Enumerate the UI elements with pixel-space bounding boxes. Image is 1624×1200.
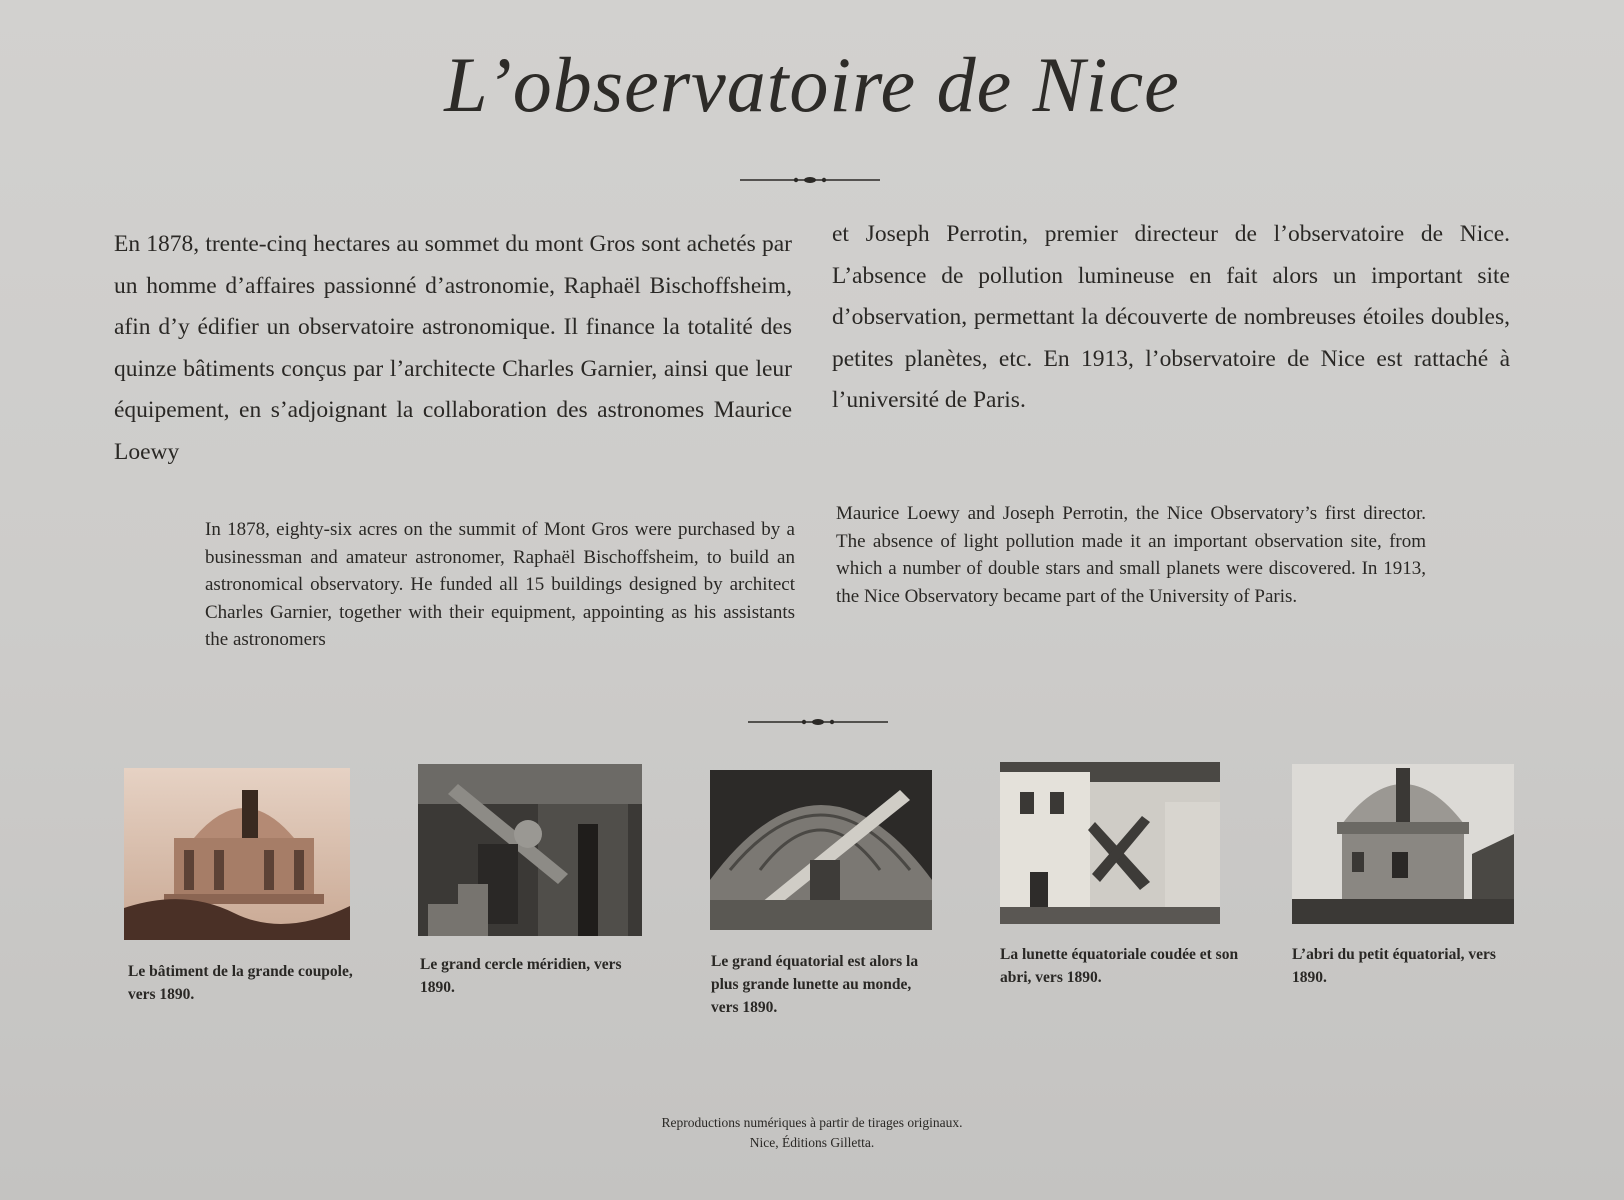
caption-3: Le grand équatorial est alors la plus grande lunette au monde, vers 1890. bbox=[711, 953, 919, 1016]
caption-5: L’abri du petit équatorial, vers 1890. bbox=[1292, 946, 1496, 986]
credits-line-1: Reproductions numériques à partir de tirages originaux. bbox=[661, 1115, 963, 1130]
photo-cercle-meridien bbox=[418, 764, 642, 936]
title-ornament bbox=[740, 174, 880, 186]
caption-2: Le grand cercle méridien, vers 1890. bbox=[420, 956, 622, 996]
photo-lunette-coudee bbox=[1000, 762, 1220, 924]
french-text-left: En 1878, trente-cinq hectares au sommet du mont Gros sont achetés par un homme d’affaires passionné d’astronomie, Raphaël Bischoffsheim, afin d’y édifier un observatoire astronomique. Il finance la totalité des quinze bâtiments conçus par l’architecte Charles Garnier, ainsi que leur équipement, en s’adjoignant la collaboration des astronomes Maurice Loewy bbox=[114, 231, 792, 465]
photo-grande-coupole bbox=[124, 768, 350, 940]
credits bbox=[0, 1113, 1624, 1153]
caption-1: Le bâtiment de la grande coupole, vers 1890. bbox=[128, 963, 353, 1003]
page-title: L’observatoire de Nice bbox=[444, 41, 1180, 128]
photo-grand-equatorial bbox=[710, 770, 932, 930]
photo-petit-equatorial bbox=[1292, 764, 1514, 924]
english-text-left: In 1878, eighty-six acres on the summit of Mont Gros were purchased by a businessman and amateur astronomer, Raphaël Bischoffsheim, to build an astronomical observatory. He funded all 15 buildings designed by architect Charles Garnier, together with their equipment, appointing as his assistants the astronomers bbox=[205, 519, 795, 650]
section-ornament bbox=[748, 716, 888, 728]
french-text-right: et Joseph Perrotin, premier directeur de l’observatoire de Nice. L’absence de pollution lumineuse en fait alors un important site d’observation, permettant la découverte de nombreuses étoiles doubles, petites planètes, etc. En 1913, l’observatoire de Nice est rattaché à l’université de Paris. bbox=[832, 221, 1510, 413]
caption-4: La lunette équatoriale coudée et son abri, vers 1890. bbox=[1000, 946, 1239, 986]
credits-line-2: Nice, Éditions Gilletta. bbox=[749, 1135, 875, 1150]
english-text-right: Maurice Loewy and Joseph Perrotin, the Nice Observatory’s first director. The absence of light pollution made it an important observation site, from which a number of double stars and small planets were discovered. In 1913, the Nice Observatory became part of the University of Paris. bbox=[836, 503, 1426, 607]
